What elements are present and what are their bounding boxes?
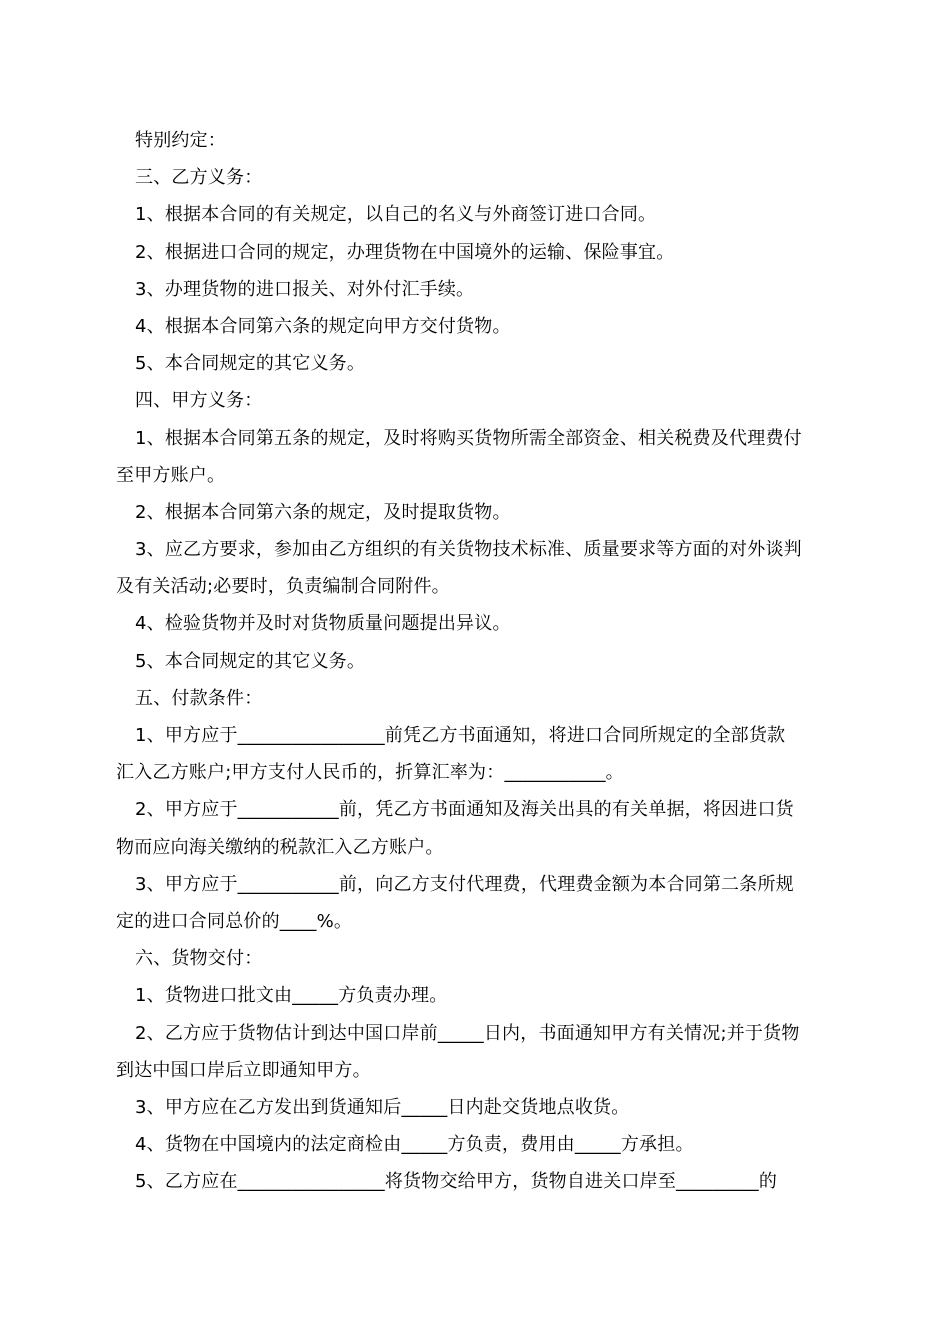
text-line: 4、根据本合同第六条的规定向甲方交付货物。: [135, 315, 511, 337]
text-line: 5、本合同规定的其它义务。: [135, 650, 366, 672]
text-line: 3、应乙方要求，参加由乙方组织的有关货物技术标准、质量要求等方面的对外谈判: [135, 539, 802, 561]
text-line: 2、根据本合同第六条的规定，及时提取货物。: [135, 501, 511, 523]
text-line: 到达中国口岸后立即通知甲方。: [116, 1059, 371, 1081]
text-line: 2、根据进口合同的规定，办理货物在中国境外的运输、保险事宜。: [135, 241, 675, 263]
text-line: 2、甲方应于___________前，凭乙方书面通知及海关出具的有关单据，将因进口货: [135, 799, 794, 821]
text-line: 汇入乙方账户;甲方支付人民币的，折算汇率为：___________。: [116, 762, 624, 784]
text-line: 三、乙方义务：: [135, 167, 263, 189]
text-line: 2、乙方应于货物估计到达中国口岸前_____日内，书面通知甲方有关情况;并于货物: [135, 1022, 800, 1044]
text-line: 特别约定：: [135, 130, 226, 151]
text-line: 3、办理货物的进口报关、对外付汇手续。: [135, 278, 475, 300]
text-line: 四、甲方义务：: [135, 390, 263, 412]
text-line: 5、乙方应在________________将货物交给甲方，货物自进关口岸至_________的: [135, 1171, 778, 1193]
text-line: 六、货物交付：: [135, 948, 263, 970]
text-line: 1、甲方应于________________前凭乙方书面通知，将进口合同所规定的全部货款: [135, 725, 786, 746]
text-line: 3、甲方应在乙方发出到货通知后_____日内赴交货地点收货。: [135, 1096, 630, 1118]
text-line: 至甲方账户。: [116, 464, 226, 486]
text-line: 5、本合同规定的其它义务。: [135, 353, 366, 375]
text-line: 及有关活动;必要时，负责编制合同附件。: [116, 576, 450, 598]
text-line: 五、付款条件：: [135, 687, 263, 709]
text-line: 4、货物在中国境内的法定商检由_____方负责，费用由_____方承担。: [135, 1134, 694, 1156]
text-line: 1、根据本合同的有关规定，以自己的名义与外商签订进口合同。: [135, 204, 657, 226]
text-line: 1、根据本合同第五条的规定，及时将购买货物所需全部资金、相关税费及代理费付: [135, 427, 802, 449]
text-line: 3、甲方应于___________前，向乙方支付代理费，代理费金额为本合同第二条所规: [135, 873, 794, 895]
text-line: 物而应向海关缴纳的税款汇入乙方账户。: [116, 836, 444, 858]
text-line: 1、货物进口批文由_____方负责办理。: [135, 985, 448, 1007]
contract-body: [116, 122, 838, 1200]
text-line: 4、检验货物并及时对货物质量问题提出异议。: [135, 613, 511, 635]
text-line: 定的进口合同总价的____%。: [116, 910, 353, 932]
